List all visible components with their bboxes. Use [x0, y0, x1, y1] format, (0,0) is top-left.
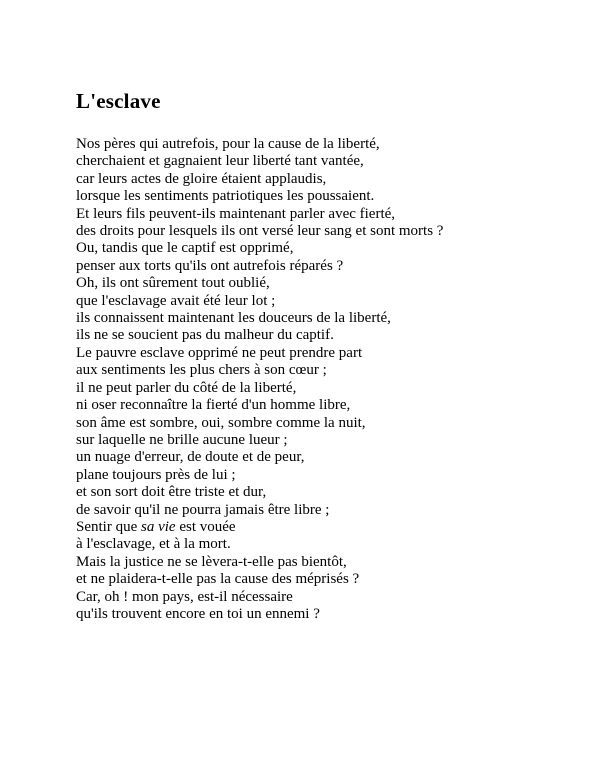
- poem-line: son âme est sombre, oui, sombre comme la nuit,: [76, 414, 366, 431]
- poem-line: penser aux torts qu'ils ont autrefois réparés ?: [76, 257, 344, 274]
- poem-line: et son sort doit être triste et dur,: [76, 484, 267, 501]
- poem-line: car leurs actes de gloire étaient applaudis,: [76, 170, 327, 187]
- poem-line: que l'esclavage avait été leur lot ;: [76, 292, 276, 309]
- poem-line: et ne plaidera-t-elle pas la cause des méprisés ?: [76, 571, 360, 588]
- poem-line: lorsque les sentiments patriotiques les poussaient.: [76, 188, 375, 205]
- poem-line: cherchaient et gagnaient leur liberté tant vantée,: [76, 153, 364, 170]
- poem-line: Ou, tandis que le captif est opprimé,: [76, 240, 294, 257]
- poem-line: Et leurs fils peuvent-ils maintenant parler avec fierté,: [76, 205, 396, 222]
- poem-line: Le pauvre esclave opprimé ne peut prendre part: [76, 344, 363, 361]
- poem-emphasis: sa vie: [141, 518, 176, 535]
- poem-body: [76, 136, 576, 623]
- document-title: L'esclave: [76, 89, 161, 113]
- poem-line-tail: est vouée: [175, 518, 236, 535]
- poem-line: ils connaissent maintenant les douceurs de la liberté,: [76, 310, 391, 327]
- poem-line: Car, oh ! mon pays, est-il nécessaire: [76, 588, 293, 605]
- poem-line: il ne peut parler du côté de la liberté,: [76, 379, 297, 396]
- poem-line: Mais la justice ne se lèvera-t-elle pas bientôt,: [76, 553, 347, 570]
- poem-line: à l'esclavage, et à la mort.: [76, 536, 231, 553]
- poem-line: un nuage d'erreur, de doute et de peur,: [76, 449, 305, 466]
- poem-line: aux sentiments les plus chers à son cœur ;: [76, 362, 327, 379]
- poem-line: ni oser reconnaître la fierté d'un homme libre,: [76, 397, 351, 414]
- poem-line: sur laquelle ne brille aucune lueur ;: [76, 431, 288, 448]
- poem-line: de savoir qu'il ne pourra jamais être libre ;: [76, 501, 330, 518]
- poem-line-emphasis: [76, 519, 576, 536]
- poem-line: ils ne se soucient pas du malheur du captif.: [76, 327, 334, 344]
- poem-line: Nos pères qui autrefois, pour la cause de la liberté,: [76, 136, 380, 152]
- poem-line: des droits pour lesquels ils ont versé leur sang et sont morts ?: [76, 223, 444, 240]
- poem-line: Oh, ils ont sûrement tout oublié,: [76, 275, 270, 292]
- poem-line: plane toujours près de lui ;: [76, 466, 236, 483]
- document-page: [76, 88, 576, 623]
- poem-line-lead: Sentir que: [76, 518, 141, 535]
- poem-line: qu'ils trouvent encore en toi un ennemi ?: [76, 605, 320, 622]
